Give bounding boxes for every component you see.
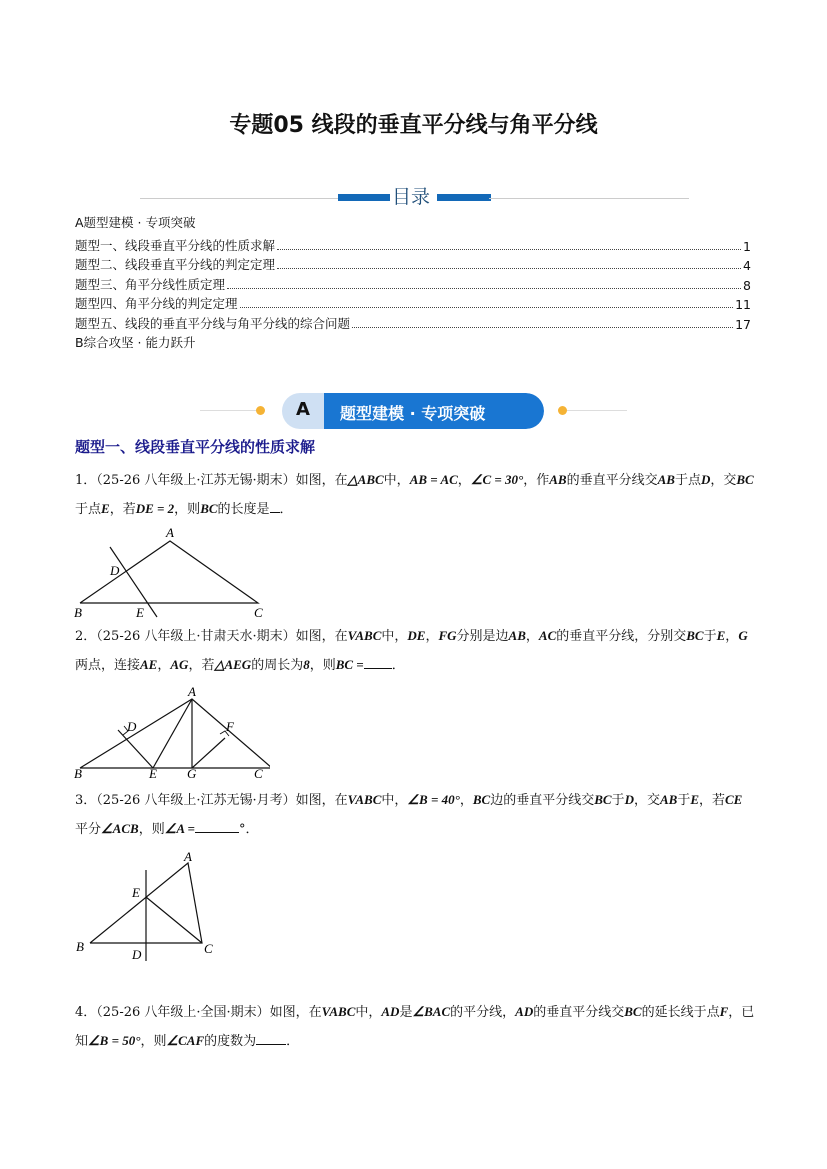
- text-run: CE: [725, 792, 743, 807]
- text-run: °．: [238, 822, 259, 837]
- text-run: △ABC: [347, 472, 384, 487]
- toc-item-page: 11: [735, 297, 751, 312]
- text-run: ，若: [188, 658, 215, 673]
- text-run: D: [132, 947, 142, 962]
- toc-item-page: 1: [743, 238, 751, 254]
- text-run: 于: [677, 793, 691, 808]
- text-run: △AEG: [214, 657, 252, 672]
- text-run: ，则: [138, 822, 165, 837]
- text-run: AG: [170, 657, 189, 672]
- text-run: AD: [515, 1004, 534, 1019]
- text-run: ．: [286, 1034, 300, 1049]
- text-run: A: [166, 525, 174, 540]
- text-run: ，已知: [75, 1005, 755, 1049]
- banner-letter: A: [296, 399, 310, 420]
- toc-item[interactable]: [75, 273, 751, 293]
- toc-item[interactable]: [75, 254, 751, 274]
- text-run: ，若: [699, 793, 726, 808]
- text-run: 的度数为: [204, 1034, 257, 1049]
- answer-blank[interactable]: [256, 1030, 286, 1045]
- text-run: BC: [594, 792, 612, 807]
- text-run: VABC: [321, 1004, 356, 1019]
- text-run: B: [74, 766, 82, 778]
- text-run: ．: [279, 502, 293, 517]
- text-run: E: [101, 501, 110, 516]
- text-run: DE = 2: [135, 501, 175, 516]
- text-run: AE: [140, 657, 158, 672]
- text-run: 于点: [75, 502, 102, 517]
- text-run: C: [204, 941, 213, 956]
- text-run: AC: [538, 628, 557, 643]
- text-run: AB: [657, 472, 675, 487]
- text-run: F: [226, 719, 234, 734]
- text-run: 于: [611, 793, 625, 808]
- text-run: ∠BAC: [412, 1004, 451, 1019]
- text-run: 1．（25-26 八年级上·江苏无锡·期末）如图，在: [75, 473, 348, 488]
- text-run: D: [624, 792, 634, 807]
- toc-item-label: 题型三、角平分线性质定理: [75, 276, 226, 292]
- text-run: 的长度是: [217, 502, 270, 517]
- text-run: A: [188, 684, 196, 699]
- text-run: G: [187, 766, 197, 778]
- text-run: 边的垂直平分线交: [490, 793, 595, 808]
- text-run: D: [110, 563, 120, 578]
- document-title: 专题05 线段的垂直平分线与角平分线: [229, 113, 598, 138]
- text-run: ，: [157, 658, 171, 673]
- text-run: 2．（25-26 八年级上·甘肃天水·期末）如图，在: [75, 629, 348, 644]
- figure-2: [70, 683, 270, 778]
- text-run: BC: [472, 792, 491, 807]
- answer-blank[interactable]: [270, 498, 280, 513]
- text-run: D: [700, 472, 711, 487]
- toc-heading: 目录: [392, 186, 431, 208]
- text-run: ，交: [710, 473, 737, 488]
- text-run: C: [254, 605, 263, 620]
- banner-label: 题型建模 · 专项突破: [340, 404, 486, 423]
- text-run: ，: [725, 629, 739, 644]
- text-run: BC: [736, 472, 754, 487]
- text-run: 中，: [381, 793, 408, 808]
- table-of-contents: [75, 212, 751, 354]
- text-run: B: [76, 939, 84, 954]
- text-run: ，: [459, 793, 473, 808]
- text-run: ，交: [633, 793, 660, 808]
- toc-item-label: 题型一、线段垂直平分线的性质求解: [75, 237, 276, 253]
- text-run: BC: [686, 628, 704, 643]
- text-run: 的延长线于点: [641, 1005, 720, 1020]
- toc-item-page: 17: [735, 316, 751, 332]
- text-run: E: [690, 792, 699, 807]
- text-run: BC =: [335, 657, 364, 672]
- text-run: ，若: [109, 502, 136, 517]
- text-run: 的周长为: [251, 658, 304, 673]
- text-run: BC: [200, 501, 218, 516]
- toc-item-label: 题型五、线段的垂直平分线与角平分线的综合问题: [75, 315, 351, 331]
- text-run: ∠C = 30°: [470, 472, 524, 487]
- text-run: 3．（25-26 八年级上·江苏无锡·月考）如图，在: [75, 793, 348, 808]
- text-run: 于点: [674, 473, 701, 488]
- text-run: AB: [659, 792, 678, 807]
- text-run: 于: [703, 629, 717, 644]
- toc-item[interactable]: [75, 234, 751, 254]
- text-run: G: [738, 628, 748, 643]
- text-run: ∠CAF: [166, 1033, 205, 1048]
- text-run: E: [136, 605, 144, 620]
- text-run: ，则: [174, 502, 201, 517]
- toc-item[interactable]: [75, 312, 751, 332]
- text-run: E: [716, 628, 726, 643]
- toc-item-page: 4: [743, 258, 751, 273]
- text-run: 中，: [383, 473, 410, 488]
- text-run: BC: [624, 1004, 642, 1019]
- banner-dot-right: [558, 406, 567, 415]
- toc-item[interactable]: [75, 293, 751, 313]
- section-banner: [0, 393, 827, 429]
- text-run: ，则: [140, 1034, 167, 1049]
- text-run: ，则: [309, 658, 336, 673]
- text-run: ∠B = 40°: [407, 792, 460, 807]
- text-run: ，: [525, 629, 539, 644]
- toc-accent-left: [338, 194, 390, 201]
- text-run: 的垂直平分线交: [533, 1005, 625, 1020]
- text-run: E: [149, 766, 157, 778]
- toc-item-label: 题型二、线段垂直平分线的判定定理: [75, 257, 276, 272]
- toc-item-label: 题型四、角平分线的判定定理: [75, 296, 238, 311]
- text-run: FG: [438, 628, 457, 643]
- toc-section-b: B综合攻坚 · 能力跃升: [75, 334, 196, 350]
- text-run: ∠A =: [164, 821, 195, 836]
- text-run: 8: [303, 657, 310, 672]
- text-run: 中，: [355, 1005, 382, 1020]
- text-run: F: [719, 1004, 729, 1019]
- text-run: 的平分线，: [450, 1005, 516, 1020]
- figure-3: [70, 845, 230, 965]
- question-2: [75, 622, 755, 680]
- text-run: ，: [457, 473, 471, 488]
- answer-blank[interactable]: [364, 654, 392, 669]
- figure-1: [70, 525, 270, 620]
- text-run: ．: [391, 658, 405, 673]
- text-run: A: [184, 849, 192, 864]
- text-run: 分别是边: [456, 629, 509, 644]
- text-run: 的垂直平分线交: [566, 473, 658, 488]
- toc-accent-right: [437, 194, 491, 201]
- text-run: D: [127, 719, 137, 734]
- text-run: 的垂直平分线，分别交: [556, 629, 687, 644]
- text-run: ，: [425, 629, 439, 644]
- question-4: [75, 998, 755, 1056]
- toc-section-a: A题型建模 · 专项突破: [75, 215, 196, 230]
- text-run: VABC: [347, 628, 382, 643]
- text-run: AB: [549, 472, 567, 487]
- text-run: 平分: [75, 822, 102, 837]
- text-run: 两点，连接: [75, 658, 141, 673]
- text-run: AD: [381, 1004, 400, 1019]
- banner-dot-left: [256, 406, 265, 415]
- answer-blank[interactable]: [195, 818, 239, 833]
- text-run: 中，: [381, 629, 408, 644]
- text-run: 是: [399, 1005, 413, 1020]
- section-heading: 题型一、线段垂直平分线的性质求解: [75, 438, 316, 456]
- question-3: [75, 786, 755, 844]
- text-run: ∠ACB: [101, 821, 139, 836]
- text-run: 4．（25-26 八年级上·全国·期末）如图，在: [75, 1005, 322, 1020]
- text-run: AB: [508, 628, 526, 643]
- text-run: DE: [407, 628, 426, 643]
- toc-divider-left: [140, 198, 340, 199]
- question-1: [75, 466, 755, 524]
- text-run: B: [74, 605, 82, 620]
- text-run: ∠B = 50°: [88, 1033, 141, 1048]
- text-run: ，作: [523, 473, 550, 488]
- text-run: VABC: [347, 792, 382, 807]
- text-run: C: [254, 766, 263, 778]
- text-run: E: [132, 885, 140, 900]
- toc-divider-right: [489, 198, 689, 199]
- toc-item-page: 8: [743, 277, 751, 293]
- text-run: AB = AC: [409, 472, 458, 487]
